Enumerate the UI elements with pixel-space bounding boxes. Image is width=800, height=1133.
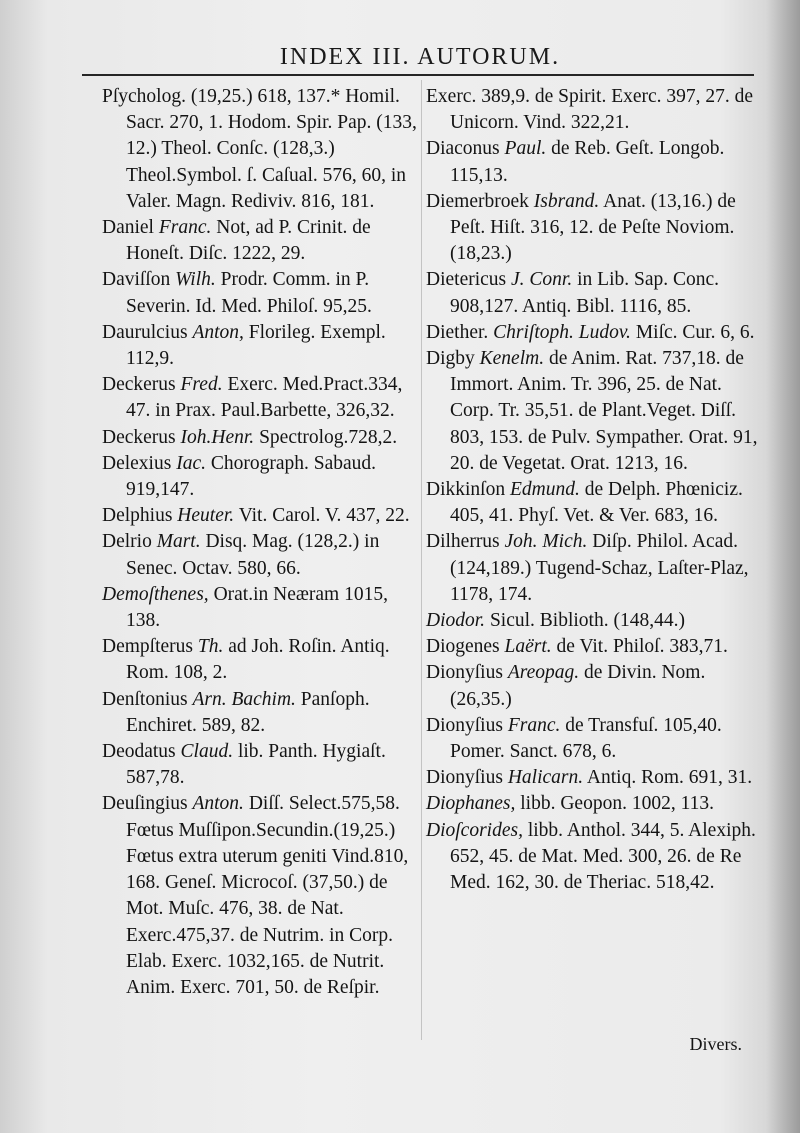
index-entry bbox=[102, 267, 420, 319]
author-surname: Delrio bbox=[102, 531, 152, 553]
index-entry bbox=[102, 582, 420, 634]
author-given-name: Claud. bbox=[180, 741, 234, 763]
author-surname: Daniel bbox=[102, 217, 154, 239]
entry-references: libb. Geopon. 1002, 113. bbox=[520, 793, 714, 815]
author-surname: Deodatus bbox=[102, 741, 176, 763]
column-divider bbox=[421, 80, 422, 1040]
index-entry bbox=[426, 84, 762, 136]
author-surname: Diemerbroek bbox=[426, 190, 529, 212]
author-surname: Deckerus bbox=[102, 426, 176, 448]
index-entry bbox=[102, 687, 420, 739]
index-entry bbox=[426, 818, 762, 897]
entry-references: Pſycholog. (19,25.) 618, 137.* Homil. Sacr. 270, 1. Hodom. Spir. Pap. (133, 12.) Theol. Conſc. (128,3.) Theol.Symbol. ſ. Caſual. 576, 60, in Valer. Magn. Rediviv. 816, 181. bbox=[102, 86, 417, 212]
index-entry bbox=[426, 189, 762, 268]
entry-references: de Delph. Phœniciz. 405, 41. Phyſ. Vet. & Ver. 683, 16. bbox=[450, 479, 743, 527]
author-surname: Daviſſon bbox=[102, 269, 171, 291]
author-given-name: Laërt. bbox=[504, 636, 552, 658]
author-given-name: Kenelm. bbox=[479, 348, 545, 370]
entry-references: de Transfuſ. 105,40. Pomer. Sanct. 678, 6. bbox=[450, 714, 722, 763]
page-edge-shadow bbox=[766, 0, 800, 1133]
author-given-name: Arn. Bachim. bbox=[192, 688, 296, 710]
index-entry bbox=[102, 372, 420, 424]
entry-references: Antiq. Rom. 691, 31. bbox=[586, 767, 753, 789]
index-entry bbox=[426, 320, 762, 346]
author-given-name: Edmund. bbox=[509, 479, 580, 501]
entry-references: Disq. Mag. (128,2.) in Senec. Octav. 580, 66. bbox=[126, 531, 380, 579]
entry-references: Miſc. Cur. 6, 6. bbox=[635, 321, 755, 343]
author-given-name: Halicarn. bbox=[507, 767, 584, 789]
author-surname: Dietericus bbox=[426, 269, 507, 291]
entry-references: Orat.in Neæram 1015, 138. bbox=[126, 583, 388, 632]
author-given-name: Ioh.Henr. bbox=[180, 426, 255, 448]
author-given-name: Iac. bbox=[176, 452, 206, 474]
entry-references: in Lib. Sap. Conc. 908,127. Antiq. Bibl. 1116, 85. bbox=[450, 269, 720, 317]
index-entry bbox=[102, 503, 420, 529]
author-given-name: Franc. bbox=[507, 714, 561, 736]
author-given-name: Fred. bbox=[180, 374, 223, 396]
author-surname: Diaconus bbox=[426, 138, 500, 160]
entry-references: Exerc. Med.Pract.334, 47. in Prax. Paul.Barbette, 326,32. bbox=[126, 374, 403, 422]
entry-references: de Divin. Nom. (26,35.) bbox=[450, 662, 706, 710]
author-surname: Dionyſius bbox=[426, 714, 503, 736]
index-entry bbox=[426, 267, 762, 319]
index-entry bbox=[102, 84, 420, 215]
entry-references: Chorograph. Sabaud. 919,147. bbox=[126, 452, 377, 501]
author-surname: Deckerus bbox=[102, 374, 176, 396]
right-column bbox=[426, 84, 762, 896]
index-entry bbox=[102, 320, 420, 372]
author-given-name: Franc. bbox=[158, 217, 212, 239]
entry-references: Vit. Carol. V. 437, 22. bbox=[238, 505, 410, 527]
index-entry bbox=[426, 346, 762, 477]
entry-references: Prodr. Comm. in P. Severin. Id. Med. Philoſ. 95,25. bbox=[126, 269, 372, 317]
left-column bbox=[102, 84, 420, 1001]
author-surname: Dionyſius bbox=[426, 767, 503, 789]
author-given-name: Heuter. bbox=[177, 505, 235, 527]
header-rule bbox=[82, 74, 754, 76]
index-entry bbox=[102, 529, 420, 581]
index-entry bbox=[102, 791, 420, 1001]
entry-references: Anat. (13,16.) de Peſt. Hiſt. 316, 12. de Peſte Noviom. (18,23.) bbox=[450, 190, 736, 265]
index-entry bbox=[102, 215, 420, 267]
index-entry bbox=[426, 713, 762, 765]
index-entry bbox=[102, 634, 420, 686]
author-given-name: Anton, bbox=[192, 321, 244, 343]
running-head: INDEX III. AUTORUM. bbox=[279, 44, 561, 70]
index-entry bbox=[426, 529, 762, 608]
entry-references: Diſſ. Select.575,58. Fœtus Muſſipon.Secundin.(19,25.) Fœtus extra uterum geniti Vind.810, 168. Geneſ. Microcoſ. (37,50.) de Mot. Muſc. 476, 38. de Nat. Exerc.475,37. de Nutrim. in Corp. Elab. Exerc. 1032,165. de Nutrit. Anim. Exerc. 701, 50. de Reſpir. bbox=[126, 793, 409, 998]
entry-references: Spectrolog.728,2. bbox=[259, 426, 398, 448]
index-entry bbox=[426, 477, 762, 529]
index-entry bbox=[426, 765, 762, 791]
entry-references: de Anim. Rat. 737,18. de Immort. Anim. Tr. 396, 25. de Nat. Corp. Tr. 35,51. de Plant.Veget. Diſſ. 803, 153. de Pulv. Sympather. Orat. 91, 20. de Vegetat. Orat. 1213, 16. bbox=[450, 348, 758, 474]
author-given-name: Anton. bbox=[192, 793, 244, 815]
author-surname: Deuſingius bbox=[102, 793, 188, 815]
author-given-name: Isbrand. bbox=[533, 190, 600, 212]
author-given-name: Chriſtoph. Ludov. bbox=[493, 321, 631, 343]
index-entry bbox=[102, 739, 420, 791]
author-given-name: Demoſthenes, bbox=[102, 583, 209, 605]
author-given-name: Paul. bbox=[504, 138, 547, 160]
entry-references: ad Joh. Roſin. Antiq. Rom. 108, 2. bbox=[126, 636, 390, 684]
entry-references: libb. Anthol. 344, 5. Alexiph. 652, 45. de Mat. Med. 300, 26. de Re Med. 162, 30. de Theriac. 518,42. bbox=[450, 819, 756, 894]
author-surname: Daurulcius bbox=[102, 321, 188, 343]
author-given-name: Th. bbox=[197, 636, 224, 658]
author-given-name: Diodor. bbox=[426, 610, 486, 632]
author-given-name: Areopag. bbox=[507, 662, 580, 684]
index-entry bbox=[426, 791, 762, 817]
index-entry bbox=[426, 660, 762, 712]
index-entry bbox=[426, 634, 762, 660]
author-surname: Digby bbox=[426, 348, 475, 370]
author-surname: Dikkinſon bbox=[426, 479, 506, 501]
entry-references: de Reb. Geſt. Longob. 115,13. bbox=[450, 138, 725, 186]
author-surname: Denſtonius bbox=[102, 688, 188, 710]
author-given-name: Wilh. bbox=[175, 269, 216, 291]
index-entry bbox=[426, 136, 762, 188]
entry-references: Sicul. Biblioth. (148,44.) bbox=[489, 610, 685, 632]
index-entry bbox=[102, 451, 420, 503]
author-given-name: J. Conr. bbox=[511, 269, 573, 291]
author-given-name: Diophanes, bbox=[426, 793, 516, 815]
author-surname: Dilherrus bbox=[426, 531, 500, 553]
author-surname: Diogenes bbox=[426, 636, 500, 658]
author-given-name: Joh. Mich. bbox=[504, 531, 588, 553]
entry-references: de Vit. Philoſ. 383,71. bbox=[556, 636, 728, 658]
author-surname: Diether. bbox=[426, 321, 489, 343]
entry-references: Exerc. 389,9. de Spirit. Exerc. 397, 27. de Unicorn. Vind. 322,21. bbox=[426, 86, 754, 134]
entry-references: lib. Panth. Hygiaſt. 587,78. bbox=[126, 741, 386, 789]
author-surname: Dempſterus bbox=[102, 636, 193, 658]
entry-references: Not, ad P. Crinit. de Honeſt. Diſc. 1222, 29. bbox=[126, 217, 371, 265]
author-surname: Dionyſius bbox=[426, 662, 503, 684]
author-surname: Delexius bbox=[102, 452, 172, 474]
entry-references: Florileg. Exempl. 112,9. bbox=[126, 321, 386, 370]
index-entry bbox=[426, 608, 762, 634]
entry-references: Panſoph. Enchiret. 589, 82. bbox=[126, 688, 370, 736]
entry-references: Diſp. Philol. Acad. (124,189.) Tugend-Schaz, Laſter-Plaz, 1178, 174. bbox=[450, 531, 749, 605]
index-entry bbox=[102, 425, 420, 451]
author-given-name: Mart. bbox=[156, 531, 201, 553]
catchword: Divers. bbox=[689, 1034, 742, 1054]
author-surname: Delphius bbox=[102, 505, 173, 527]
author-given-name: Dioſcorides, bbox=[426, 819, 523, 841]
